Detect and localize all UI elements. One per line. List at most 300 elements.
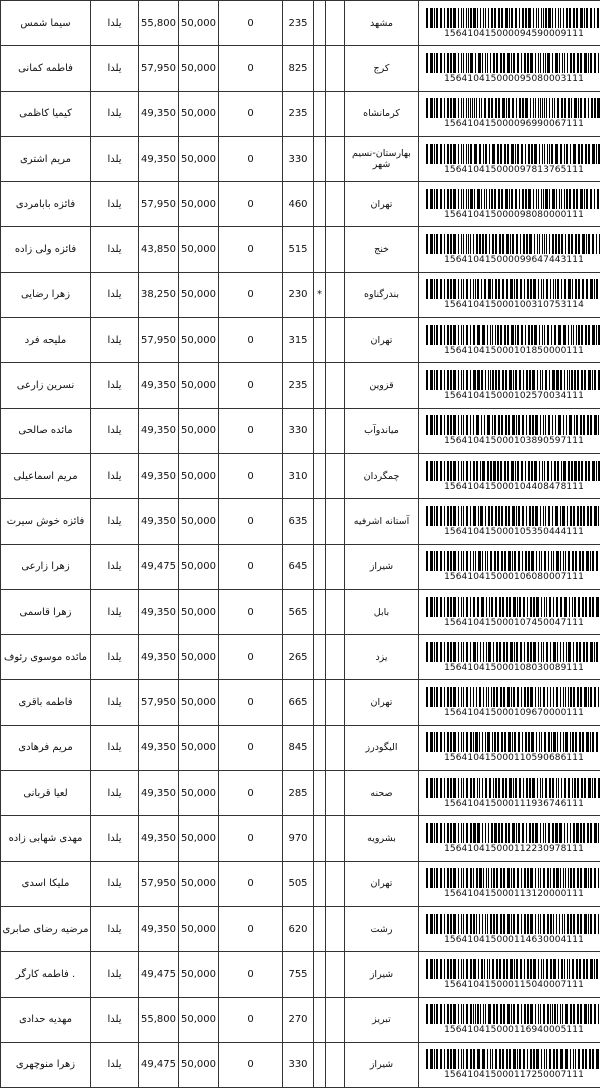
zero-cell xyxy=(219,816,283,861)
barcode-bar xyxy=(447,8,449,28)
barcode-bar xyxy=(532,415,534,435)
barcode-number: 156410415000104408478111 xyxy=(444,482,584,492)
barcode-bar xyxy=(485,823,486,843)
barcode-bar xyxy=(573,868,575,888)
barcode-bar xyxy=(447,279,449,299)
service-type: یلدا xyxy=(107,244,121,255)
barcode-bar xyxy=(453,506,456,526)
barcode-bar xyxy=(440,778,442,798)
barcode-bar xyxy=(586,551,589,571)
barcode-bar xyxy=(463,370,464,390)
barcode-bar xyxy=(466,868,468,888)
barcode-bar xyxy=(552,778,554,798)
barcode-bar xyxy=(579,551,581,571)
service-type: یلدا xyxy=(107,516,121,527)
recipient-name-cell xyxy=(1,906,91,951)
barcode-bar xyxy=(470,506,471,526)
barcode-bar xyxy=(590,823,592,843)
barcode-bar xyxy=(512,506,515,526)
barcode-bar xyxy=(560,551,561,571)
barcode-bar xyxy=(495,279,497,299)
barcode-bar xyxy=(556,778,557,798)
barcode-bar xyxy=(545,370,547,390)
barcode-bar xyxy=(498,8,500,28)
barcode-bar xyxy=(565,1004,568,1024)
barcode-bar xyxy=(560,642,561,662)
barcode-bar xyxy=(483,8,484,28)
amount-cell xyxy=(139,182,179,227)
barcode-bar xyxy=(571,325,572,345)
barcode-bar xyxy=(440,551,442,571)
barcode-bar xyxy=(444,279,445,299)
blank-cell xyxy=(326,453,345,498)
barcode-bar xyxy=(440,823,442,843)
barcode-bar xyxy=(575,732,577,752)
destination-city: تهران xyxy=(371,199,393,210)
table-row xyxy=(1,46,600,91)
barcode-bar xyxy=(499,642,501,662)
blank-cell xyxy=(326,997,345,1042)
code-cell xyxy=(283,363,314,408)
barcode-bar xyxy=(581,461,583,481)
barcode-bar xyxy=(447,325,449,345)
recipient-name-cell xyxy=(1,861,91,906)
barcode-bar xyxy=(470,234,471,254)
barcode-bar xyxy=(511,53,512,73)
barcode-bar xyxy=(510,234,511,254)
barcode-bar xyxy=(561,279,562,299)
barcode-bar xyxy=(524,687,526,707)
barcode-bar xyxy=(500,687,502,707)
barcode-bar xyxy=(581,370,583,390)
barcode-bar xyxy=(440,597,442,617)
code-cell xyxy=(283,499,314,544)
barcode-bar xyxy=(487,1049,488,1069)
barcode-bar xyxy=(426,234,428,254)
recipient-name-cell xyxy=(1,499,91,544)
barcode-bar xyxy=(477,642,478,662)
barcode-bar xyxy=(518,415,520,435)
barcode-bar xyxy=(473,506,476,526)
barcode-bar xyxy=(537,370,538,390)
amount-cell xyxy=(139,861,179,906)
barcode-bar xyxy=(436,189,438,209)
barcode-bar xyxy=(584,914,587,934)
barcode-bar xyxy=(592,732,594,752)
recipient-name: فاطمه باقری xyxy=(18,697,72,708)
barcode-bar xyxy=(573,506,575,526)
zero-cell xyxy=(219,453,283,498)
mark-cell xyxy=(314,725,326,770)
barcode-bar xyxy=(436,461,438,481)
barcode-bars xyxy=(426,506,600,526)
price-cell xyxy=(179,816,219,861)
barcode-bar xyxy=(552,53,553,73)
amount-cell xyxy=(139,91,179,136)
barcode-bar xyxy=(521,687,522,707)
zero-cell xyxy=(219,46,283,91)
barcode-bar xyxy=(558,415,561,435)
barcode-bar xyxy=(572,732,574,752)
barcode-bar xyxy=(434,325,435,345)
barcode-bar xyxy=(493,687,495,707)
barcode-bar xyxy=(470,8,472,28)
barcode-bar xyxy=(430,53,433,73)
amount-value: 49,350 xyxy=(141,154,176,165)
barcode-bar xyxy=(474,98,475,118)
barcode-bar xyxy=(535,687,536,707)
barcode-bar xyxy=(487,914,488,934)
barcode-bar xyxy=(540,53,541,73)
barcode-bar xyxy=(543,642,544,662)
zero-cell xyxy=(219,227,283,272)
recipient-name: مهدیه حدادی xyxy=(19,1014,72,1025)
barcode-bar xyxy=(545,506,546,526)
barcode-bar xyxy=(530,279,532,299)
barcode-bar xyxy=(493,461,496,481)
barcode-bar xyxy=(466,325,468,345)
barcode-bar xyxy=(503,53,505,73)
barcode-bar xyxy=(574,778,576,798)
blank-cell xyxy=(326,46,345,91)
barcode-bar xyxy=(515,778,517,798)
barcode-bar xyxy=(487,325,488,345)
barcode-bar xyxy=(585,325,587,345)
barcode-bar xyxy=(577,914,579,934)
barcode-bar xyxy=(440,279,442,299)
barcode-bar xyxy=(551,732,552,752)
barcode-bar xyxy=(461,98,462,118)
barcode-bar xyxy=(473,1049,475,1069)
destination-city-cell xyxy=(345,635,419,680)
barcode-number: 156410415000113120000111 xyxy=(444,889,584,899)
barcode-bar xyxy=(485,732,486,752)
barcode-bar xyxy=(514,732,516,752)
destination-city-cell xyxy=(345,725,419,770)
barcode-bar xyxy=(533,959,536,979)
barcode-bar xyxy=(570,732,571,752)
barcode-bar xyxy=(488,823,489,843)
code-value: 330 xyxy=(288,154,307,165)
barcode-bar xyxy=(508,415,510,435)
service-type-cell xyxy=(91,589,139,634)
price-cell xyxy=(179,771,219,816)
barcode-cell xyxy=(419,227,600,272)
amount-cell xyxy=(139,952,179,997)
barcode-bars xyxy=(426,415,600,435)
barcode-bar xyxy=(453,461,456,481)
price-cell xyxy=(179,499,219,544)
barcode-bar xyxy=(504,551,506,571)
barcode xyxy=(419,1004,600,1035)
destination-city: شیراز xyxy=(370,561,393,572)
barcode-bar xyxy=(489,144,490,164)
barcode-bar xyxy=(434,868,435,888)
destination-city: بهارستان-نسیم شهر xyxy=(352,148,411,170)
barcode-bar xyxy=(487,732,490,752)
barcode-bar xyxy=(501,732,503,752)
barcode-bar xyxy=(461,642,462,662)
barcode-bar xyxy=(470,732,472,752)
barcode-bar xyxy=(551,461,552,481)
mark-cell xyxy=(314,680,326,725)
amount-value: 38,250 xyxy=(141,289,176,300)
barcode-bar xyxy=(573,914,575,934)
destination-city-cell xyxy=(345,906,419,951)
barcode-bar xyxy=(497,461,499,481)
service-type-cell xyxy=(91,771,139,816)
barcode-bar xyxy=(523,234,525,254)
zero-value: 0 xyxy=(247,108,253,119)
barcode-bar xyxy=(526,506,527,526)
barcode-bar xyxy=(584,778,586,798)
barcode-bar xyxy=(568,461,570,481)
service-type-cell xyxy=(91,906,139,951)
barcode-bar xyxy=(528,551,530,571)
barcode-bar xyxy=(544,325,545,345)
barcode-bar xyxy=(590,279,593,299)
barcode-bar xyxy=(560,597,562,617)
barcode-bar xyxy=(473,823,476,843)
code-cell xyxy=(283,997,314,1042)
barcode-bar xyxy=(453,597,456,617)
barcode-bar xyxy=(426,189,428,209)
destination-city: آستانه اشرفیه xyxy=(354,516,409,527)
barcode-bar xyxy=(517,461,519,481)
barcode-bar xyxy=(434,234,435,254)
barcode-bar xyxy=(484,98,486,118)
barcode-bar xyxy=(570,1049,571,1069)
barcode-bar xyxy=(572,597,573,617)
barcode-bar xyxy=(509,778,512,798)
price-cell xyxy=(179,363,219,408)
barcode-number: 156410415000101850000111 xyxy=(444,346,584,356)
barcode-bar xyxy=(436,1004,438,1024)
barcode-bar xyxy=(430,642,433,662)
recipient-name-cell xyxy=(1,453,91,498)
barcode-bar xyxy=(485,1004,486,1024)
barcode-bar xyxy=(583,506,585,526)
barcode-bar xyxy=(458,461,459,481)
recipient-name-cell xyxy=(1,816,91,861)
barcode-bar xyxy=(571,370,573,390)
barcode-bar xyxy=(436,370,438,390)
barcode-bar xyxy=(466,370,468,390)
blank-cell xyxy=(326,589,345,634)
barcode-bar xyxy=(596,1049,599,1069)
recipient-name-cell xyxy=(1,771,91,816)
barcode-cell xyxy=(419,91,600,136)
barcode-bar xyxy=(569,370,570,390)
barcode-bar xyxy=(594,370,596,390)
table-row xyxy=(1,952,600,997)
barcode-bar xyxy=(496,53,498,73)
barcode-bar xyxy=(480,506,483,526)
barcode-cell xyxy=(419,635,600,680)
barcode-bar xyxy=(466,1004,468,1024)
barcode-bar xyxy=(541,597,542,617)
barcode-bar xyxy=(588,1004,589,1024)
barcode-bar xyxy=(544,551,546,571)
barcode-bar xyxy=(568,868,569,888)
barcode-number: 156410415000102570034111 xyxy=(444,391,584,401)
barcode-bar xyxy=(522,823,524,843)
barcode-bar xyxy=(540,370,541,390)
barcode-bar xyxy=(589,1049,591,1069)
service-type: یلدا xyxy=(107,108,121,119)
barcode-bar xyxy=(576,189,578,209)
barcode-bar xyxy=(544,1049,545,1069)
barcode-bar xyxy=(551,551,552,571)
barcode-bar xyxy=(466,732,468,752)
barcode-bar xyxy=(519,1049,521,1069)
barcode-bar xyxy=(545,53,546,73)
barcode-bar xyxy=(546,959,548,979)
barcode-bar xyxy=(555,506,558,526)
barcode-bar xyxy=(453,279,456,299)
barcode-bar xyxy=(444,234,445,254)
price-cell xyxy=(179,227,219,272)
barcode-bar xyxy=(478,551,481,571)
barcode-bar xyxy=(519,370,521,390)
barcode-bar xyxy=(525,98,528,118)
table-row xyxy=(1,771,600,816)
barcode-bar xyxy=(473,914,475,934)
barcode-bar xyxy=(594,279,595,299)
service-type-cell xyxy=(91,272,139,317)
zero-cell xyxy=(219,1,283,46)
barcode-bar xyxy=(444,98,445,118)
barcode-bar xyxy=(540,914,541,934)
service-type: یلدا xyxy=(107,471,121,482)
barcode-bar xyxy=(536,551,537,571)
barcode-bar xyxy=(552,234,554,254)
barcode-bar xyxy=(520,234,521,254)
code-value: 460 xyxy=(288,199,307,210)
destination-city-cell xyxy=(345,182,419,227)
barcode-bar xyxy=(533,98,534,118)
barcode-bar xyxy=(592,370,593,390)
barcode-bar xyxy=(434,732,435,752)
barcode-bar xyxy=(487,53,488,73)
barcode-bar xyxy=(566,415,567,435)
barcode-bar xyxy=(507,325,509,345)
barcode-bar xyxy=(515,461,516,481)
barcode-bar xyxy=(529,823,531,843)
barcode-bar xyxy=(483,1004,484,1024)
barcode-bar xyxy=(447,823,449,843)
barcode-bar xyxy=(548,415,550,435)
code-value: 235 xyxy=(288,108,307,119)
barcode-bar xyxy=(543,53,544,73)
barcode-bar xyxy=(495,597,497,617)
barcode-bar xyxy=(555,279,556,299)
barcode-bar xyxy=(543,959,544,979)
barcode-bar xyxy=(447,551,449,571)
barcode-cell xyxy=(419,680,600,725)
barcode-bar xyxy=(444,506,445,526)
barcode-bar xyxy=(450,415,452,435)
barcode-bar xyxy=(588,370,591,390)
service-type-cell xyxy=(91,1,139,46)
barcode-bar xyxy=(458,53,459,73)
barcode-bar xyxy=(527,959,529,979)
barcode-bar xyxy=(556,370,559,390)
barcode-bar xyxy=(498,415,500,435)
barcode-bar xyxy=(535,53,536,73)
barcode xyxy=(419,325,600,356)
barcode-bar xyxy=(545,823,546,843)
barcode-bar xyxy=(470,778,472,798)
barcode-bar xyxy=(479,914,480,934)
barcode-bar xyxy=(572,551,574,571)
zero-cell xyxy=(219,680,283,725)
barcode-bar xyxy=(488,506,490,526)
barcode-bar xyxy=(426,98,428,118)
barcode-bar xyxy=(479,687,481,707)
barcode-bar xyxy=(474,144,477,164)
destination-city-cell xyxy=(345,861,419,906)
barcode-bar xyxy=(590,687,592,707)
service-type-cell xyxy=(91,952,139,997)
barcode-bar xyxy=(556,914,557,934)
barcode-bar xyxy=(503,642,505,662)
barcode-bar xyxy=(488,8,489,28)
barcode-bar xyxy=(430,506,433,526)
barcode-number: 156410415000103890597111 xyxy=(444,436,584,446)
barcode-bar xyxy=(575,551,577,571)
barcode-bar xyxy=(539,144,540,164)
barcode-bar xyxy=(563,461,566,481)
barcode-bar xyxy=(538,642,539,662)
table-row xyxy=(1,861,600,906)
barcode-bar xyxy=(533,189,534,209)
barcode-bar xyxy=(578,98,579,118)
mark-cell xyxy=(314,906,326,951)
barcode-bar xyxy=(511,914,512,934)
service-type-cell xyxy=(91,453,139,498)
barcode-bar xyxy=(450,823,452,843)
barcode-bar xyxy=(594,642,595,662)
barcode-bar xyxy=(596,959,598,979)
amount-cell xyxy=(139,1042,179,1087)
barcode-bar xyxy=(468,189,469,209)
barcode-bar xyxy=(519,597,521,617)
barcode-bar xyxy=(487,959,488,979)
barcode-bar xyxy=(564,144,565,164)
barcode-bar xyxy=(525,189,527,209)
price-value: 50,000 xyxy=(181,652,216,663)
barcode-bar xyxy=(495,234,497,254)
barcode-bar xyxy=(574,415,575,435)
barcode-bar xyxy=(573,325,574,345)
barcode-number: 156410415000112230978111 xyxy=(444,844,584,854)
barcode-bar xyxy=(461,868,462,888)
barcode xyxy=(419,144,600,175)
amount-cell xyxy=(139,816,179,861)
barcode-bar xyxy=(568,687,569,707)
zero-cell xyxy=(219,725,283,770)
barcode-bar xyxy=(539,461,540,481)
barcode-bar xyxy=(550,868,551,888)
barcode xyxy=(419,914,600,945)
mark-cell xyxy=(314,635,326,680)
blank-cell xyxy=(326,635,345,680)
barcode-bar xyxy=(434,189,435,209)
barcode-bar xyxy=(504,325,506,345)
barcode-bar xyxy=(519,8,520,28)
barcode-bar xyxy=(450,551,452,571)
